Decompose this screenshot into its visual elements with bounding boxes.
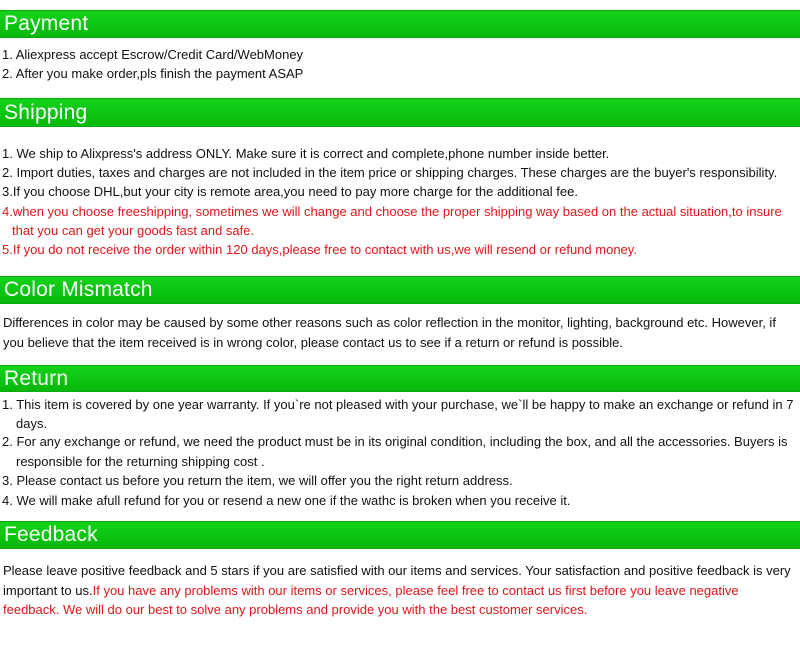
payment-line-1: 1. Aliexpress accept Escrow/Credit Card/WebMoney [2, 47, 304, 62]
return-line-2: 2. For any exchange or refund, we need the product must be in its original condition, including the box, and all the accessories. Buyers is [2, 434, 788, 449]
shipping-line-5: 5.If you do not receive the order within 120 days,please free to contact with us,we will resend or refund money. [2, 242, 637, 257]
return-line-1: 1. This item is covered by one year warranty. If you`re not pleased with your purchase, we`ll be happy to make an exchange or refund in 7 [2, 397, 794, 412]
shipping-line-2: 2. Import duties, taxes and charges are not included in the item price or shipping charges. These charges are the buyer's responsibility. [2, 165, 778, 180]
shipping-line-4: 4.when you choose freeshipping, sometimes we will change and choose the proper shipping way based on the actual situation,to insure [2, 204, 782, 219]
shipping-line-3: 3.If you choose DHL,but your city is remote area,you need to pay more charge for the additional fee. [2, 184, 578, 199]
feedback-header-bar [0, 521, 800, 549]
color-mismatch-text: Differences in color may be caused by some other reasons such as color reflection in the monitor, lighting, background etc. However, if you believe that the item received is in wrong color, please contact us to see if a return or refund is possible. [3, 315, 776, 350]
shipping-header-bar [0, 98, 800, 127]
payment-header-bar [0, 10, 800, 38]
return-title: Return [4, 366, 69, 390]
return-line-1-continued: days. [16, 416, 48, 431]
feedback-text-black: Please leave positive feedback and 5 stars if you are satisfied with our items and services. Your satisfaction and positive feedback is very important to us. [3, 563, 791, 598]
payment-line-2: 2. After you make order,pls finish the payment ASAP [2, 66, 304, 81]
color-mismatch-title: Color Mismatch [4, 278, 153, 301]
payment-title: Payment [4, 12, 89, 35]
return-line-4: 4. We will make afull refund for you or resend a new one if the wathc is broken when you receive it. [2, 493, 571, 508]
feedback-title: Feedback [4, 523, 98, 546]
shipping-title: Shipping [4, 100, 88, 124]
color-mismatch-header-bar [0, 276, 800, 304]
return-header-bar [0, 365, 800, 392]
feedback-text-red: If you have any problems with our items or services, please feel free to contact us first before you leave negative feedback. We will do our best to solve any problems and provide you with the best customer services. [3, 582, 739, 617]
return-line-2-continued: responsible for the returning shipping cost . [16, 454, 265, 469]
shipping-line-4-continued: that you can get your goods fast and safe. [12, 223, 255, 238]
feedback-text [3, 561, 797, 620]
return-line-3: 3. Please contact us before you return the item, we will offer you the right return address. [2, 473, 513, 488]
shipping-line-1: 1. We ship to Alixpress's address ONLY. Make sure it is correct and complete,phone number inside better. [2, 146, 610, 161]
